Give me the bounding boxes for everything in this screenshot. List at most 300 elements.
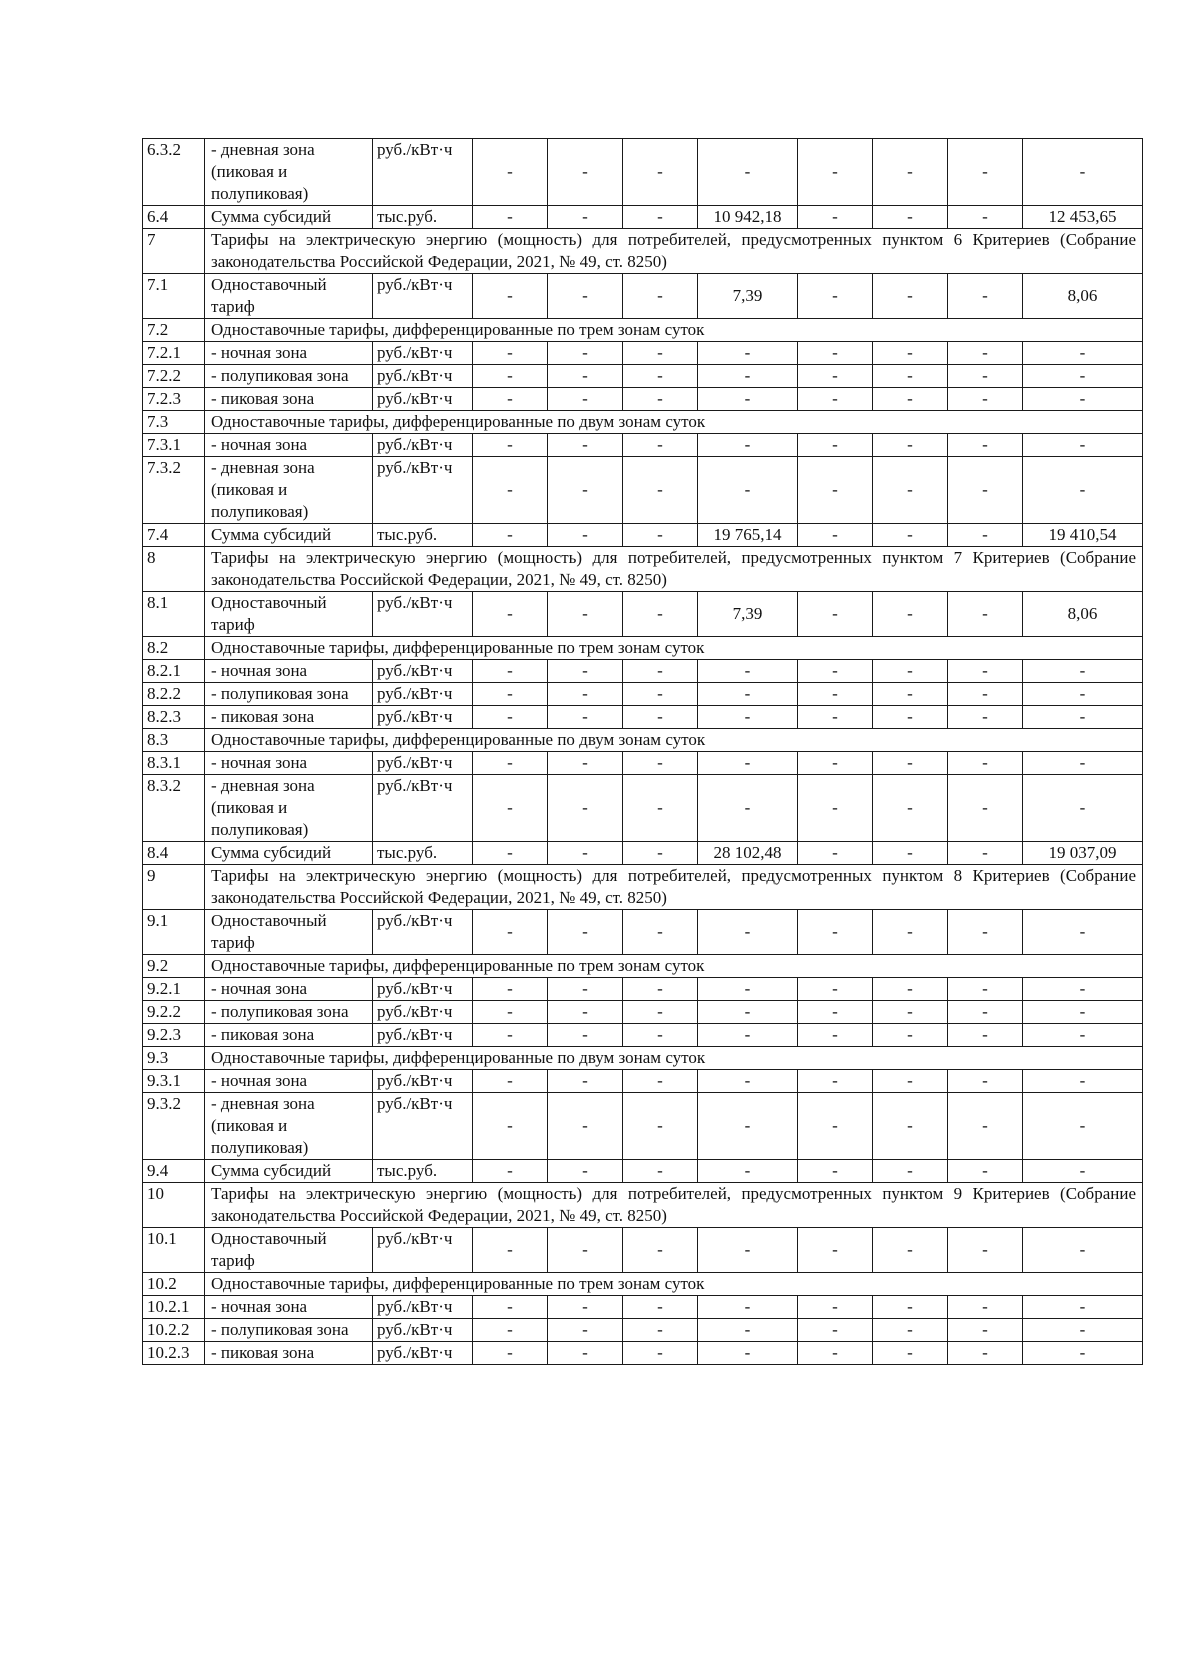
row-number: 9.3.2	[143, 1093, 205, 1160]
section-row	[143, 1273, 1143, 1296]
value-cell: -	[698, 1070, 798, 1093]
value-cell: -	[623, 660, 698, 683]
value-cell: -	[623, 1070, 698, 1093]
row-name: Одноставочный тариф	[205, 592, 373, 637]
row-number: 10.2.1	[143, 1296, 205, 1319]
value-cell: -	[623, 1342, 698, 1365]
value-cell: -	[698, 1160, 798, 1183]
value-cell: -	[798, 592, 873, 637]
row-unit: руб./кВт·ч	[373, 706, 473, 729]
row-unit: руб./кВт·ч	[373, 388, 473, 411]
value-cell: -	[798, 139, 873, 206]
table-row	[143, 388, 1143, 411]
value-cell: -	[623, 388, 698, 411]
row-number: 7.3.1	[143, 434, 205, 457]
value-cell: -	[948, 1093, 1023, 1160]
value-cell: -	[873, 206, 948, 229]
value-cell: -	[873, 274, 948, 319]
value-cell: -	[1023, 978, 1143, 1001]
value-cell: -	[698, 775, 798, 842]
value-cell: -	[948, 1296, 1023, 1319]
value-cell: -	[623, 342, 698, 365]
value-cell: -	[948, 1160, 1023, 1183]
row-number: 7.2.2	[143, 365, 205, 388]
row-name: Сумма субсидий	[205, 1160, 373, 1183]
row-unit: руб./кВт·ч	[373, 434, 473, 457]
section-row	[143, 411, 1143, 434]
row-number: 9.2	[143, 955, 205, 978]
value-cell: -	[623, 592, 698, 637]
section-title: Одноставочные тарифы, дифференцированные по трем зонам суток	[205, 1273, 1143, 1296]
value-cell: -	[798, 1093, 873, 1160]
value-cell: -	[948, 1001, 1023, 1024]
value-cell: -	[548, 660, 623, 683]
row-name: - пиковая зона	[205, 388, 373, 411]
row-number: 9.4	[143, 1160, 205, 1183]
value-cell: 8,06	[1023, 274, 1143, 319]
section-title: Тарифы на электрическую энергию (мощность) для потребителей, предусмотренных пунктом 8 Критериев (Собрание законодательства Российской Федерации, 2021, № 49, ст. 8250)	[205, 865, 1143, 910]
row-number: 8.2.3	[143, 706, 205, 729]
row-unit: руб./кВт·ч	[373, 683, 473, 706]
value-cell: -	[548, 206, 623, 229]
value-cell: -	[473, 274, 548, 319]
value-cell: -	[948, 683, 1023, 706]
value-cell: 10 942,18	[698, 206, 798, 229]
table-row	[143, 434, 1143, 457]
row-number: 9.2.2	[143, 1001, 205, 1024]
value-cell: -	[948, 274, 1023, 319]
value-cell: 19 410,54	[1023, 524, 1143, 547]
value-cell: -	[473, 1024, 548, 1047]
value-cell: -	[948, 775, 1023, 842]
value-cell: -	[548, 1093, 623, 1160]
value-cell: -	[798, 274, 873, 319]
value-cell: 28 102,48	[698, 842, 798, 865]
row-unit: руб./кВт·ч	[373, 1319, 473, 1342]
value-cell: 8,06	[1023, 592, 1143, 637]
value-cell: -	[698, 1228, 798, 1273]
value-cell: -	[1023, 388, 1143, 411]
row-unit: тыс.руб.	[373, 1160, 473, 1183]
value-cell: -	[473, 910, 548, 955]
row-name: - дневная зона (пиковая и полупиковая)	[205, 775, 373, 842]
value-cell: -	[948, 1070, 1023, 1093]
section-title: Одноставочные тарифы, дифференцированные по трем зонам суток	[205, 319, 1143, 342]
section-row	[143, 319, 1143, 342]
value-cell: -	[548, 1342, 623, 1365]
row-unit: руб./кВт·ч	[373, 342, 473, 365]
row-number: 9.2.3	[143, 1024, 205, 1047]
row-number: 7.2.3	[143, 388, 205, 411]
value-cell: -	[798, 752, 873, 775]
value-cell: -	[623, 1093, 698, 1160]
value-cell: -	[473, 1093, 548, 1160]
value-cell: -	[623, 524, 698, 547]
value-cell: -	[473, 342, 548, 365]
row-name: Сумма субсидий	[205, 206, 373, 229]
value-cell: -	[873, 365, 948, 388]
value-cell: -	[873, 660, 948, 683]
value-cell: 7,39	[698, 592, 798, 637]
value-cell: -	[873, 978, 948, 1001]
value-cell: -	[623, 434, 698, 457]
row-name: - полупиковая зона	[205, 1319, 373, 1342]
row-name: - ночная зона	[205, 1070, 373, 1093]
value-cell: -	[548, 434, 623, 457]
table-row	[143, 683, 1143, 706]
value-cell: -	[1023, 457, 1143, 524]
value-cell: -	[473, 1319, 548, 1342]
value-cell: -	[798, 910, 873, 955]
value-cell: -	[798, 206, 873, 229]
value-cell: -	[1023, 752, 1143, 775]
value-cell: -	[873, 1024, 948, 1047]
row-unit: руб./кВт·ч	[373, 1342, 473, 1365]
value-cell: -	[948, 592, 1023, 637]
value-cell: -	[948, 434, 1023, 457]
value-cell: -	[548, 683, 623, 706]
value-cell: -	[698, 752, 798, 775]
value-cell: -	[873, 1093, 948, 1160]
value-cell: -	[473, 524, 548, 547]
table-row	[143, 592, 1143, 637]
row-name: - ночная зона	[205, 978, 373, 1001]
value-cell: -	[948, 752, 1023, 775]
value-cell: -	[623, 1228, 698, 1273]
value-cell: -	[548, 524, 623, 547]
row-unit: руб./кВт·ч	[373, 1228, 473, 1273]
table-row	[143, 706, 1143, 729]
value-cell: -	[548, 1296, 623, 1319]
row-name: - дневная зона (пиковая и полупиковая)	[205, 1093, 373, 1160]
value-cell: -	[1023, 1342, 1143, 1365]
value-cell: -	[1023, 706, 1143, 729]
table-row	[143, 1024, 1143, 1047]
table-row	[143, 1319, 1143, 1342]
row-number: 8.1	[143, 592, 205, 637]
value-cell: -	[1023, 365, 1143, 388]
value-cell: -	[1023, 683, 1143, 706]
value-cell: -	[948, 457, 1023, 524]
row-name: - пиковая зона	[205, 1342, 373, 1365]
value-cell: -	[548, 842, 623, 865]
value-cell: -	[698, 910, 798, 955]
value-cell: -	[873, 139, 948, 206]
value-cell: -	[473, 978, 548, 1001]
value-cell: -	[873, 524, 948, 547]
row-number: 8.3.1	[143, 752, 205, 775]
row-name: - пиковая зона	[205, 1024, 373, 1047]
value-cell: -	[798, 706, 873, 729]
value-cell: -	[473, 1342, 548, 1365]
row-name: - дневная зона (пиковая и полупиковая)	[205, 457, 373, 524]
value-cell: -	[698, 660, 798, 683]
value-cell: -	[873, 910, 948, 955]
value-cell: -	[948, 139, 1023, 206]
row-number: 8.4	[143, 842, 205, 865]
row-number: 7.1	[143, 274, 205, 319]
table-row	[143, 660, 1143, 683]
row-unit: тыс.руб.	[373, 842, 473, 865]
value-cell: -	[798, 434, 873, 457]
row-name: - дневная зона (пиковая и полупиковая)	[205, 139, 373, 206]
value-cell: -	[473, 706, 548, 729]
value-cell: -	[473, 1160, 548, 1183]
row-number: 10	[143, 1183, 205, 1228]
value-cell: -	[798, 1024, 873, 1047]
value-cell: -	[698, 139, 798, 206]
value-cell: -	[798, 342, 873, 365]
row-unit: руб./кВт·ч	[373, 660, 473, 683]
value-cell: -	[873, 1342, 948, 1365]
table-row	[143, 1001, 1143, 1024]
value-cell: -	[698, 365, 798, 388]
value-cell: -	[873, 1296, 948, 1319]
value-cell: -	[1023, 1228, 1143, 1273]
row-name: Одноставочный тариф	[205, 274, 373, 319]
row-number: 7.2	[143, 319, 205, 342]
table-row	[143, 1093, 1143, 1160]
row-name: Одноставочный тариф	[205, 910, 373, 955]
row-name: - ночная зона	[205, 1296, 373, 1319]
value-cell: -	[798, 388, 873, 411]
value-cell: -	[1023, 1160, 1143, 1183]
row-name: - ночная зона	[205, 434, 373, 457]
value-cell: -	[1023, 1093, 1143, 1160]
value-cell: -	[548, 1228, 623, 1273]
value-cell: -	[548, 1070, 623, 1093]
value-cell: -	[548, 342, 623, 365]
value-cell: -	[1023, 434, 1143, 457]
value-cell: -	[798, 1296, 873, 1319]
value-cell: -	[698, 706, 798, 729]
value-cell: -	[798, 683, 873, 706]
section-title: Одноставочные тарифы, дифференцированные по двум зонам суток	[205, 411, 1143, 434]
row-unit: руб./кВт·ч	[373, 592, 473, 637]
table-row	[143, 1070, 1143, 1093]
section-title: Тарифы на электрическую энергию (мощность) для потребителей, предусмотренных пунктом 7 Критериев (Собрание законодательства Российской Федерации, 2021, № 49, ст. 8250)	[205, 547, 1143, 592]
table-row	[143, 1228, 1143, 1273]
value-cell: -	[873, 388, 948, 411]
section-row	[143, 637, 1143, 660]
value-cell: -	[698, 978, 798, 1001]
tariff-table	[142, 138, 1143, 1365]
row-unit: руб./кВт·ч	[373, 365, 473, 388]
value-cell: -	[948, 1319, 1023, 1342]
value-cell: -	[623, 139, 698, 206]
row-unit: руб./кВт·ч	[373, 1296, 473, 1319]
section-row	[143, 729, 1143, 752]
value-cell: -	[1023, 1024, 1143, 1047]
section-title: Тарифы на электрическую энергию (мощность) для потребителей, предусмотренных пунктом 9 Критериев (Собрание законодательства Российской Федерации, 2021, № 49, ст. 8250)	[205, 1183, 1143, 1228]
value-cell: -	[873, 1001, 948, 1024]
row-number: 6.4	[143, 206, 205, 229]
value-cell: -	[473, 1228, 548, 1273]
value-cell: -	[623, 1319, 698, 1342]
value-cell: -	[698, 342, 798, 365]
value-cell: -	[798, 842, 873, 865]
value-cell: -	[698, 457, 798, 524]
row-name: - полупиковая зона	[205, 683, 373, 706]
row-number: 10.1	[143, 1228, 205, 1273]
value-cell: -	[623, 683, 698, 706]
value-cell: -	[548, 139, 623, 206]
value-cell: -	[948, 342, 1023, 365]
section-title: Одноставочные тарифы, дифференцированные по двум зонам суток	[205, 729, 1143, 752]
table-row	[143, 457, 1143, 524]
value-cell: -	[1023, 1070, 1143, 1093]
row-number: 7.3.2	[143, 457, 205, 524]
row-unit: руб./кВт·ч	[373, 1024, 473, 1047]
value-cell: -	[473, 388, 548, 411]
value-cell: -	[623, 1160, 698, 1183]
value-cell: -	[948, 910, 1023, 955]
value-cell: -	[548, 1160, 623, 1183]
value-cell: -	[473, 139, 548, 206]
row-name: - полупиковая зона	[205, 365, 373, 388]
row-unit: тыс.руб.	[373, 206, 473, 229]
value-cell: -	[948, 1342, 1023, 1365]
value-cell: -	[548, 1024, 623, 1047]
table-row	[143, 206, 1143, 229]
row-unit: руб./кВт·ч	[373, 457, 473, 524]
value-cell: -	[798, 978, 873, 1001]
row-number: 8.2	[143, 637, 205, 660]
row-name: Сумма субсидий	[205, 842, 373, 865]
value-cell: -	[798, 365, 873, 388]
row-name: - полупиковая зона	[205, 1001, 373, 1024]
value-cell: -	[798, 1070, 873, 1093]
value-cell: -	[1023, 910, 1143, 955]
table-row	[143, 842, 1143, 865]
row-number: 7.4	[143, 524, 205, 547]
value-cell: -	[473, 592, 548, 637]
value-cell: -	[623, 1024, 698, 1047]
row-name: Сумма субсидий	[205, 524, 373, 547]
value-cell: -	[623, 706, 698, 729]
value-cell: -	[798, 1319, 873, 1342]
row-unit: руб./кВт·ч	[373, 910, 473, 955]
value-cell: -	[623, 457, 698, 524]
table-row	[143, 1296, 1143, 1319]
value-cell: -	[548, 752, 623, 775]
section-row	[143, 865, 1143, 910]
value-cell: 19 765,14	[698, 524, 798, 547]
section-title: Одноставочные тарифы, дифференцированные по двум зонам суток	[205, 1047, 1143, 1070]
row-name: - пиковая зона	[205, 706, 373, 729]
table-row	[143, 365, 1143, 388]
row-number: 9.1	[143, 910, 205, 955]
row-number: 8.3	[143, 729, 205, 752]
value-cell: -	[548, 910, 623, 955]
row-unit: руб./кВт·ч	[373, 978, 473, 1001]
value-cell: -	[623, 775, 698, 842]
value-cell: -	[548, 388, 623, 411]
section-row	[143, 229, 1143, 274]
row-number: 9	[143, 865, 205, 910]
value-cell: -	[873, 1228, 948, 1273]
value-cell: -	[873, 457, 948, 524]
value-cell: -	[873, 842, 948, 865]
value-cell: -	[473, 683, 548, 706]
table-row	[143, 752, 1143, 775]
value-cell: -	[548, 365, 623, 388]
row-name: - ночная зона	[205, 660, 373, 683]
value-cell: -	[798, 1228, 873, 1273]
value-cell: -	[798, 775, 873, 842]
value-cell: -	[473, 457, 548, 524]
value-cell: -	[548, 1001, 623, 1024]
value-cell: -	[1023, 139, 1143, 206]
value-cell: -	[623, 274, 698, 319]
value-cell: -	[623, 1001, 698, 1024]
section-title: Одноставочные тарифы, дифференцированные по трем зонам суток	[205, 637, 1143, 660]
value-cell: -	[873, 752, 948, 775]
table-row	[143, 524, 1143, 547]
value-cell: -	[473, 1001, 548, 1024]
value-cell: -	[623, 842, 698, 865]
row-number: 10.2	[143, 1273, 205, 1296]
value-cell: -	[623, 910, 698, 955]
value-cell: -	[473, 1070, 548, 1093]
row-unit: руб./кВт·ч	[373, 775, 473, 842]
row-unit: руб./кВт·ч	[373, 752, 473, 775]
row-unit: тыс.руб.	[373, 524, 473, 547]
value-cell: -	[798, 457, 873, 524]
value-cell: -	[623, 1296, 698, 1319]
value-cell: -	[623, 365, 698, 388]
value-cell: -	[948, 365, 1023, 388]
row-number: 7.3	[143, 411, 205, 434]
value-cell: -	[873, 683, 948, 706]
table-row	[143, 1342, 1143, 1365]
table-body	[143, 139, 1143, 1365]
value-cell: -	[623, 206, 698, 229]
value-cell: -	[873, 775, 948, 842]
section-row	[143, 1047, 1143, 1070]
value-cell: -	[473, 775, 548, 842]
value-cell: -	[948, 1228, 1023, 1273]
value-cell: -	[548, 775, 623, 842]
row-number: 8.2.2	[143, 683, 205, 706]
value-cell: -	[948, 706, 1023, 729]
value-cell: 7,39	[698, 274, 798, 319]
row-name: Одноставочный тариф	[205, 1228, 373, 1273]
section-title: Тарифы на электрическую энергию (мощность) для потребителей, предусмотренных пунктом 6 Критериев (Собрание законодательства Российской Федерации, 2021, № 49, ст. 8250)	[205, 229, 1143, 274]
value-cell: -	[548, 274, 623, 319]
value-cell: -	[473, 842, 548, 865]
section-row	[143, 547, 1143, 592]
value-cell: -	[548, 1319, 623, 1342]
value-cell: -	[698, 1024, 798, 1047]
row-number: 7	[143, 229, 205, 274]
value-cell: -	[798, 1160, 873, 1183]
value-cell: -	[473, 365, 548, 388]
value-cell: -	[948, 524, 1023, 547]
value-cell: -	[473, 752, 548, 775]
row-number: 6.3.2	[143, 139, 205, 206]
value-cell: -	[698, 1093, 798, 1160]
table-row	[143, 910, 1143, 955]
value-cell: -	[698, 388, 798, 411]
value-cell: -	[948, 388, 1023, 411]
value-cell: -	[698, 434, 798, 457]
value-cell: -	[873, 1160, 948, 1183]
value-cell: -	[798, 1001, 873, 1024]
value-cell: -	[548, 706, 623, 729]
row-unit: руб./кВт·ч	[373, 139, 473, 206]
row-number: 10.2.2	[143, 1319, 205, 1342]
